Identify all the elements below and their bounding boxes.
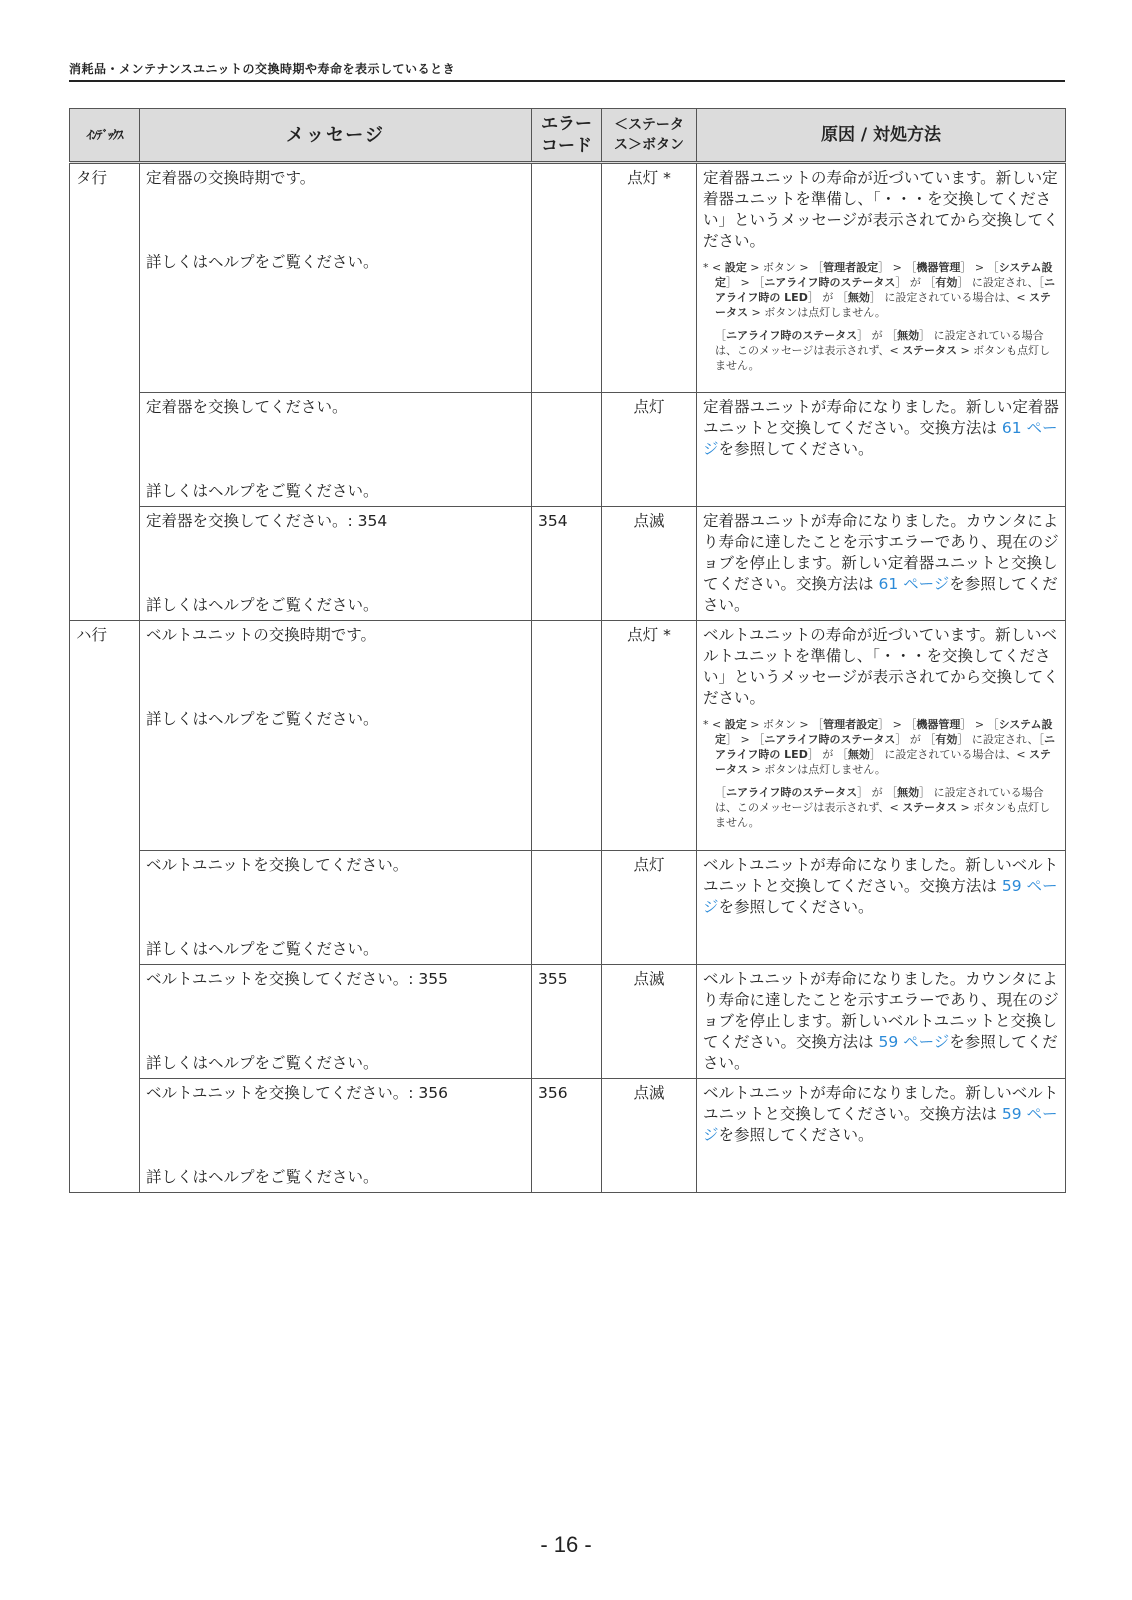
error-code-cell: 354 [532, 507, 602, 621]
column-header-message: メッセージ [140, 109, 532, 163]
section-title: 消耗品・メンテナンスユニットの交換時期や寿命を表示しているとき [69, 62, 456, 76]
message-cell [140, 163, 532, 393]
cause-text: ベルトユニットの寿命が近づいています。新しいベルトユニットを準備し、「・・・を交換してください」というメッセージが表示されてから交換してください。 [703, 626, 1059, 707]
table-row [70, 1079, 1066, 1193]
page-link[interactable]: 59 ページ [703, 1105, 1058, 1144]
status-header-line1: ＜ステータ [614, 117, 684, 133]
message-cell [140, 1079, 532, 1193]
help-text: 詳しくはヘルプをご覧ください。 [146, 482, 379, 500]
column-header-status [602, 109, 697, 163]
error-code-cell: 355 [532, 965, 602, 1079]
message-text: ベルトユニットを交換してください。: 356 [146, 1084, 448, 1102]
help-text: 詳しくはヘルプをご覧ください。 [146, 1054, 379, 1072]
table-row [70, 507, 1066, 621]
footnote-secondary: ［ニアライフ時のステータス］ が ［無効］ に設定されている場合は、このメッセージは表示されず、< ステータス > ボタンも点灯しません。 [715, 786, 1051, 829]
header-divider [69, 80, 1065, 82]
help-text: 詳しくはヘルプをご覧ください。 [146, 710, 379, 728]
table-row [70, 163, 1066, 393]
cause-text: ベルトユニットが寿命になりました。カウンタにより寿命に達したことを示すエラーであり、現在のジョブを停止します。新しいベルトユニットと交換してください。 [703, 970, 1059, 1051]
cause-text: 定着器ユニットの寿命が近づいています。新しい定着器ユニットを準備し、「・・・を交換してください」というメッセージが表示されてから交換してください。 [703, 169, 1059, 250]
status-cell: 点灯 * [602, 621, 697, 851]
message-cell [140, 851, 532, 965]
cause-cell: ベルトユニットが寿命になりました。新しいベルトユニットと交換してください。交換方法は 59 ページを参照してください。 [697, 851, 1066, 965]
status-cell: 点滅 [602, 1079, 697, 1193]
help-text: 詳しくはヘルプをご覧ください。 [146, 253, 379, 271]
status-cell: 点滅 [602, 965, 697, 1079]
status-cell: 点灯 [602, 851, 697, 965]
error-code-cell [532, 393, 602, 507]
message-cell [140, 507, 532, 621]
table-row [70, 621, 1066, 851]
message-cell [140, 965, 532, 1079]
message-cell [140, 621, 532, 851]
footnote-secondary: ［ニアライフ時のステータス］ が ［無効］ に設定されている場合は、このメッセージは表示されず、< ステータス > ボタンも点灯しません。 [715, 329, 1051, 372]
cause-text: ベルトユニットが寿命になりました。新しいベルトユニットと交換してください。 [703, 1084, 1059, 1123]
message-text: ベルトユニットを交換してください。: 355 [146, 970, 448, 988]
cause-cell: ベルトユニットが寿命になりました。カウンタにより寿命に達したことを示すエラーであり、現在のジョブを停止します。新しいベルトユニットと交換してください。交換方法は 59 ページを参照してください。 [697, 965, 1066, 1079]
error-code-header-line1: エラー [541, 114, 592, 134]
message-text: 定着器を交換してください。 [146, 398, 348, 416]
error-code-header-line2: コード [541, 136, 592, 156]
page-number: - 16 - [540, 1532, 592, 1557]
message-text: 定着器の交換時期です。 [146, 169, 316, 187]
error-code-cell [532, 621, 602, 851]
table-row [70, 851, 1066, 965]
footnote: * < 設定 > ボタン > ［管理者設定］ > ［機器管理］ > ［システム設定］ > ［ニアライフ時のステータス］ が ［有効］ に設定され、［ニアライフ時の LED］ が ［無効］ に設定されている場合は、< ステータス > ボタンは点灯しません。 [703, 718, 1055, 776]
message-table [69, 108, 1066, 1193]
page-link[interactable]: 59 ページ [878, 1033, 950, 1051]
status-cell: 点滅 [602, 507, 697, 621]
status-header-line2: ス＞ボタン [614, 137, 684, 153]
help-text: 詳しくはヘルプをご覧ください。 [146, 596, 379, 614]
cause-text: 定着器ユニットが寿命になりました。新しい定着器ユニットと交換してください。 [703, 398, 1059, 437]
table-row [70, 393, 1066, 507]
column-header-cause: 原因 / 対処方法 [697, 109, 1066, 163]
message-cell [140, 393, 532, 507]
cause-cell: 定着器ユニットが寿命になりました。新しい定着器ユニットと交換してください。交換方法は 61 ページを参照してください。 [697, 393, 1066, 507]
index-cell: ハ行 [70, 621, 140, 1193]
cause-cell [697, 621, 1066, 851]
message-text: 定着器を交換してください。: 354 [146, 512, 388, 530]
cause-cell: ベルトユニットが寿命になりました。新しいベルトユニットと交換してください。交換方法は 59 ページを参照してください。 [697, 1079, 1066, 1193]
error-code-cell [532, 851, 602, 965]
page-link[interactable]: 59 ページ [703, 877, 1058, 916]
help-text: 詳しくはヘルプをご覧ください。 [146, 940, 379, 958]
table-row [70, 965, 1066, 1079]
message-text: ベルトユニットの交換時期です。 [146, 626, 377, 644]
cause-cell [697, 163, 1066, 393]
message-text: ベルトユニットを交換してください。 [146, 856, 409, 874]
page-link[interactable]: 61 ページ [878, 575, 950, 593]
column-header-index: ｲﾝﾃﾞｯｸｽ [70, 109, 140, 163]
column-header-error-code [532, 109, 602, 163]
help-text: 詳しくはヘルプをご覧ください。 [146, 1168, 379, 1186]
cause-cell: 定着器ユニットが寿命になりました。カウンタにより寿命に達したことを示すエラーであり、現在のジョブを停止します。新しい定着器ユニットと交換してください。交換方法は 61 ページを参照してください。 [697, 507, 1066, 621]
cause-text: 定着器ユニットが寿命になりました。カウンタにより寿命に達したことを示すエラーであり、現在のジョブを停止します。新しい定着器ユニットと交換してください。 [703, 512, 1059, 593]
error-code-cell [532, 163, 602, 393]
status-cell: 点灯 * [602, 163, 697, 393]
index-cell: タ行 [70, 163, 140, 621]
cause-text: ベルトユニットが寿命になりました。新しいベルトユニットと交換してください。 [703, 856, 1059, 895]
footnote: * < 設定 > ボタン > ［管理者設定］ > ［機器管理］ > ［システム設定］ > ［ニアライフ時のステータス］ が ［有効］ に設定され、［ニアライフ時の LED］ が ［無効］ に設定されている場合は、< ステータス > ボタンは点灯しません。 [703, 261, 1055, 319]
page-link[interactable]: 61 ページ [703, 419, 1058, 458]
table-header-row [70, 109, 1066, 163]
status-cell: 点灯 [602, 393, 697, 507]
error-code-cell: 356 [532, 1079, 602, 1193]
